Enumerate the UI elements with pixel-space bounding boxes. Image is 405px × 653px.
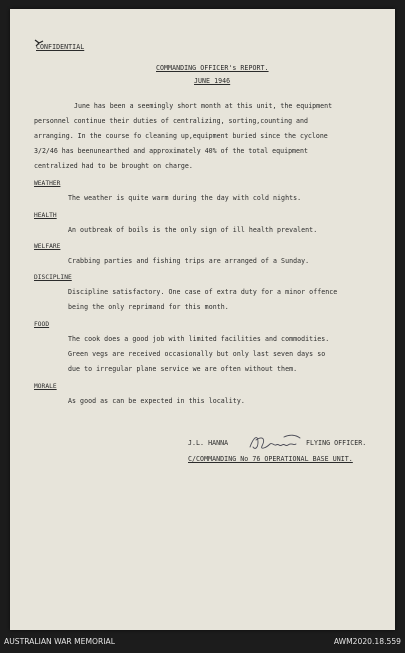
report-date: JUNE 1946 <box>194 77 231 85</box>
archive-reference: AWM2020.18.559 <box>333 637 401 646</box>
section-heading-morale: MORALE <box>34 383 57 390</box>
section-text-food: Green vegs are received occasionally but only last seven days so <box>68 350 326 358</box>
section-text-morale: As good as can be expected in this locality. <box>68 397 245 405</box>
section-text-food: The cook does a good job with limited facilities and commodities. <box>68 335 330 343</box>
handwritten-signature <box>246 432 304 454</box>
section-text-discipline: being the only reprimand for this month. <box>68 303 229 311</box>
signatory-rank: FLYING OFFICER. <box>306 439 367 447</box>
document-page <box>10 9 395 630</box>
signatory-position: C/COMMANDING No 76 OPERATIONAL BASE UNIT. <box>188 455 353 463</box>
intro-line: personnel continue their duties of centralizing, sorting,counting and <box>34 117 308 125</box>
section-heading-weather: WEATHER <box>34 180 61 187</box>
section-text-welfare: Crabbing parties and fishing trips are arranged of a Sunday. <box>68 257 310 265</box>
classification-label: CONFIDENTIAL <box>36 43 85 51</box>
intro-line: June has been a seemingly short month at this unit, the equipment <box>74 102 333 110</box>
archive-credit: AUSTRALIAN WAR MEMORIAL <box>4 637 115 646</box>
section-heading-discipline: DISCIPLINE <box>34 274 72 281</box>
section-text-food: due to irregular plane service we are often without them. <box>68 365 298 373</box>
section-text-weather: The weather is quite warm during the day with cold nights. <box>68 194 302 202</box>
intro-line: centralized had to be brought on charge. <box>34 162 193 170</box>
intro-line: 3/2/46 has beenunearthed and approximately 40% of the total equipment <box>34 147 308 155</box>
section-heading-health: HEALTH <box>34 212 57 219</box>
report-title: COMMANDING OFFICER's REPORT. <box>156 64 269 72</box>
section-text-health: An outbreak of boils is the only sign of ill health prevalent. <box>68 226 318 234</box>
intro-line: arranging. In the course fo cleaning up,equipment buried since the cyclone <box>34 132 328 140</box>
section-heading-welfare: WELFARE <box>34 243 61 250</box>
section-text-discipline: Discipline satisfactory. One case of extra duty for a minor offence <box>68 288 338 296</box>
section-heading-food: FOOD <box>34 321 50 328</box>
signatory-name: J.L. HANNA <box>188 439 229 447</box>
